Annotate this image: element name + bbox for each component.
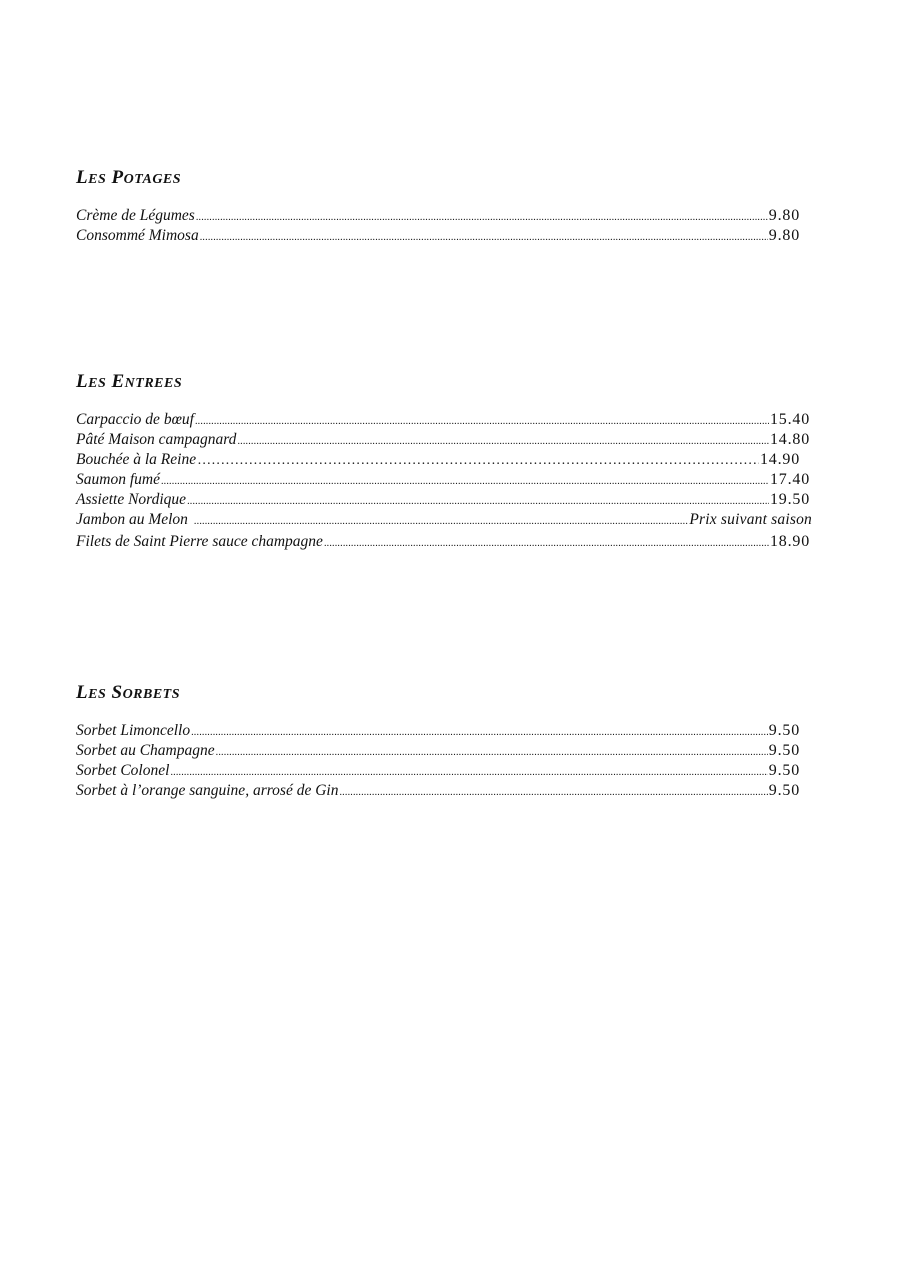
dot-leader bbox=[187, 490, 769, 512]
item-price: 14.90 bbox=[760, 451, 800, 468]
menu-item bbox=[76, 470, 810, 490]
menu-item bbox=[76, 721, 800, 741]
section-title-text: LES SORBETS bbox=[76, 682, 181, 703]
menu-item bbox=[76, 490, 810, 510]
item-price: 9.80 bbox=[768, 227, 800, 244]
item-name: Saumon fumé bbox=[76, 471, 160, 488]
item-price: Prix suivant saison bbox=[689, 511, 812, 528]
dot-leader bbox=[195, 410, 769, 432]
section-entrees bbox=[76, 372, 812, 552]
item-name: Consommé Mimosa bbox=[76, 227, 199, 244]
item-name: Crème de Légumes bbox=[76, 207, 195, 224]
menu-item bbox=[76, 781, 800, 801]
item-name: Bouchée à la Reine bbox=[76, 451, 197, 468]
menu-item bbox=[76, 450, 800, 470]
dot-leader bbox=[339, 781, 767, 803]
item-name: Sorbet à l’orange sanguine, arrosé de Gin bbox=[76, 782, 339, 799]
section-sorbets bbox=[76, 683, 812, 801]
item-price: 17.40 bbox=[770, 471, 810, 488]
dot-leader bbox=[237, 430, 769, 452]
item-name: Sorbet Limoncello bbox=[76, 722, 191, 739]
dot-leader bbox=[216, 741, 768, 763]
item-price: 9.50 bbox=[768, 762, 800, 779]
menu-item bbox=[76, 761, 800, 781]
section-title-text: LES POTAGES bbox=[76, 167, 182, 188]
dot-leader bbox=[191, 721, 768, 743]
item-price: 9.80 bbox=[768, 207, 800, 224]
section-title bbox=[76, 168, 812, 190]
dot-leader bbox=[197, 450, 759, 471]
item-name: Sorbet au Champagne bbox=[76, 742, 215, 759]
item-price: 9.50 bbox=[768, 782, 800, 799]
dot-leader bbox=[161, 470, 769, 492]
dot-leader bbox=[200, 226, 768, 248]
dot-leader bbox=[194, 510, 688, 532]
item-name: Sorbet Colonel bbox=[76, 762, 170, 779]
menu-item bbox=[76, 532, 810, 552]
item-price: 14.80 bbox=[770, 431, 810, 448]
item-price: 18.90 bbox=[770, 533, 810, 550]
section-title bbox=[76, 683, 812, 705]
item-name: Pâté Maison campagnard bbox=[76, 431, 237, 448]
item-name: Assiette Nordique bbox=[76, 491, 187, 508]
section-title-text: LES ENTREES bbox=[76, 371, 183, 392]
section-title bbox=[76, 372, 812, 394]
menu-item bbox=[76, 741, 800, 761]
menu-item bbox=[76, 510, 812, 530]
item-name: Carpaccio de bœuf bbox=[76, 411, 194, 428]
menu-item bbox=[76, 226, 800, 246]
dot-leader bbox=[196, 206, 768, 228]
dot-leader bbox=[324, 532, 769, 554]
menu-item bbox=[76, 410, 810, 430]
item-price: 15.40 bbox=[770, 411, 810, 428]
item-price: 19.50 bbox=[770, 491, 810, 508]
item-name: Jambon au Melon bbox=[76, 511, 188, 528]
item-price: 9.50 bbox=[768, 742, 800, 759]
section-potages bbox=[76, 168, 812, 246]
dot-leader bbox=[170, 761, 767, 783]
menu-item bbox=[76, 430, 810, 450]
item-name: Filets de Saint Pierre sauce champagne bbox=[76, 533, 323, 550]
item-price: 9.50 bbox=[768, 722, 800, 739]
menu-item bbox=[76, 206, 800, 226]
